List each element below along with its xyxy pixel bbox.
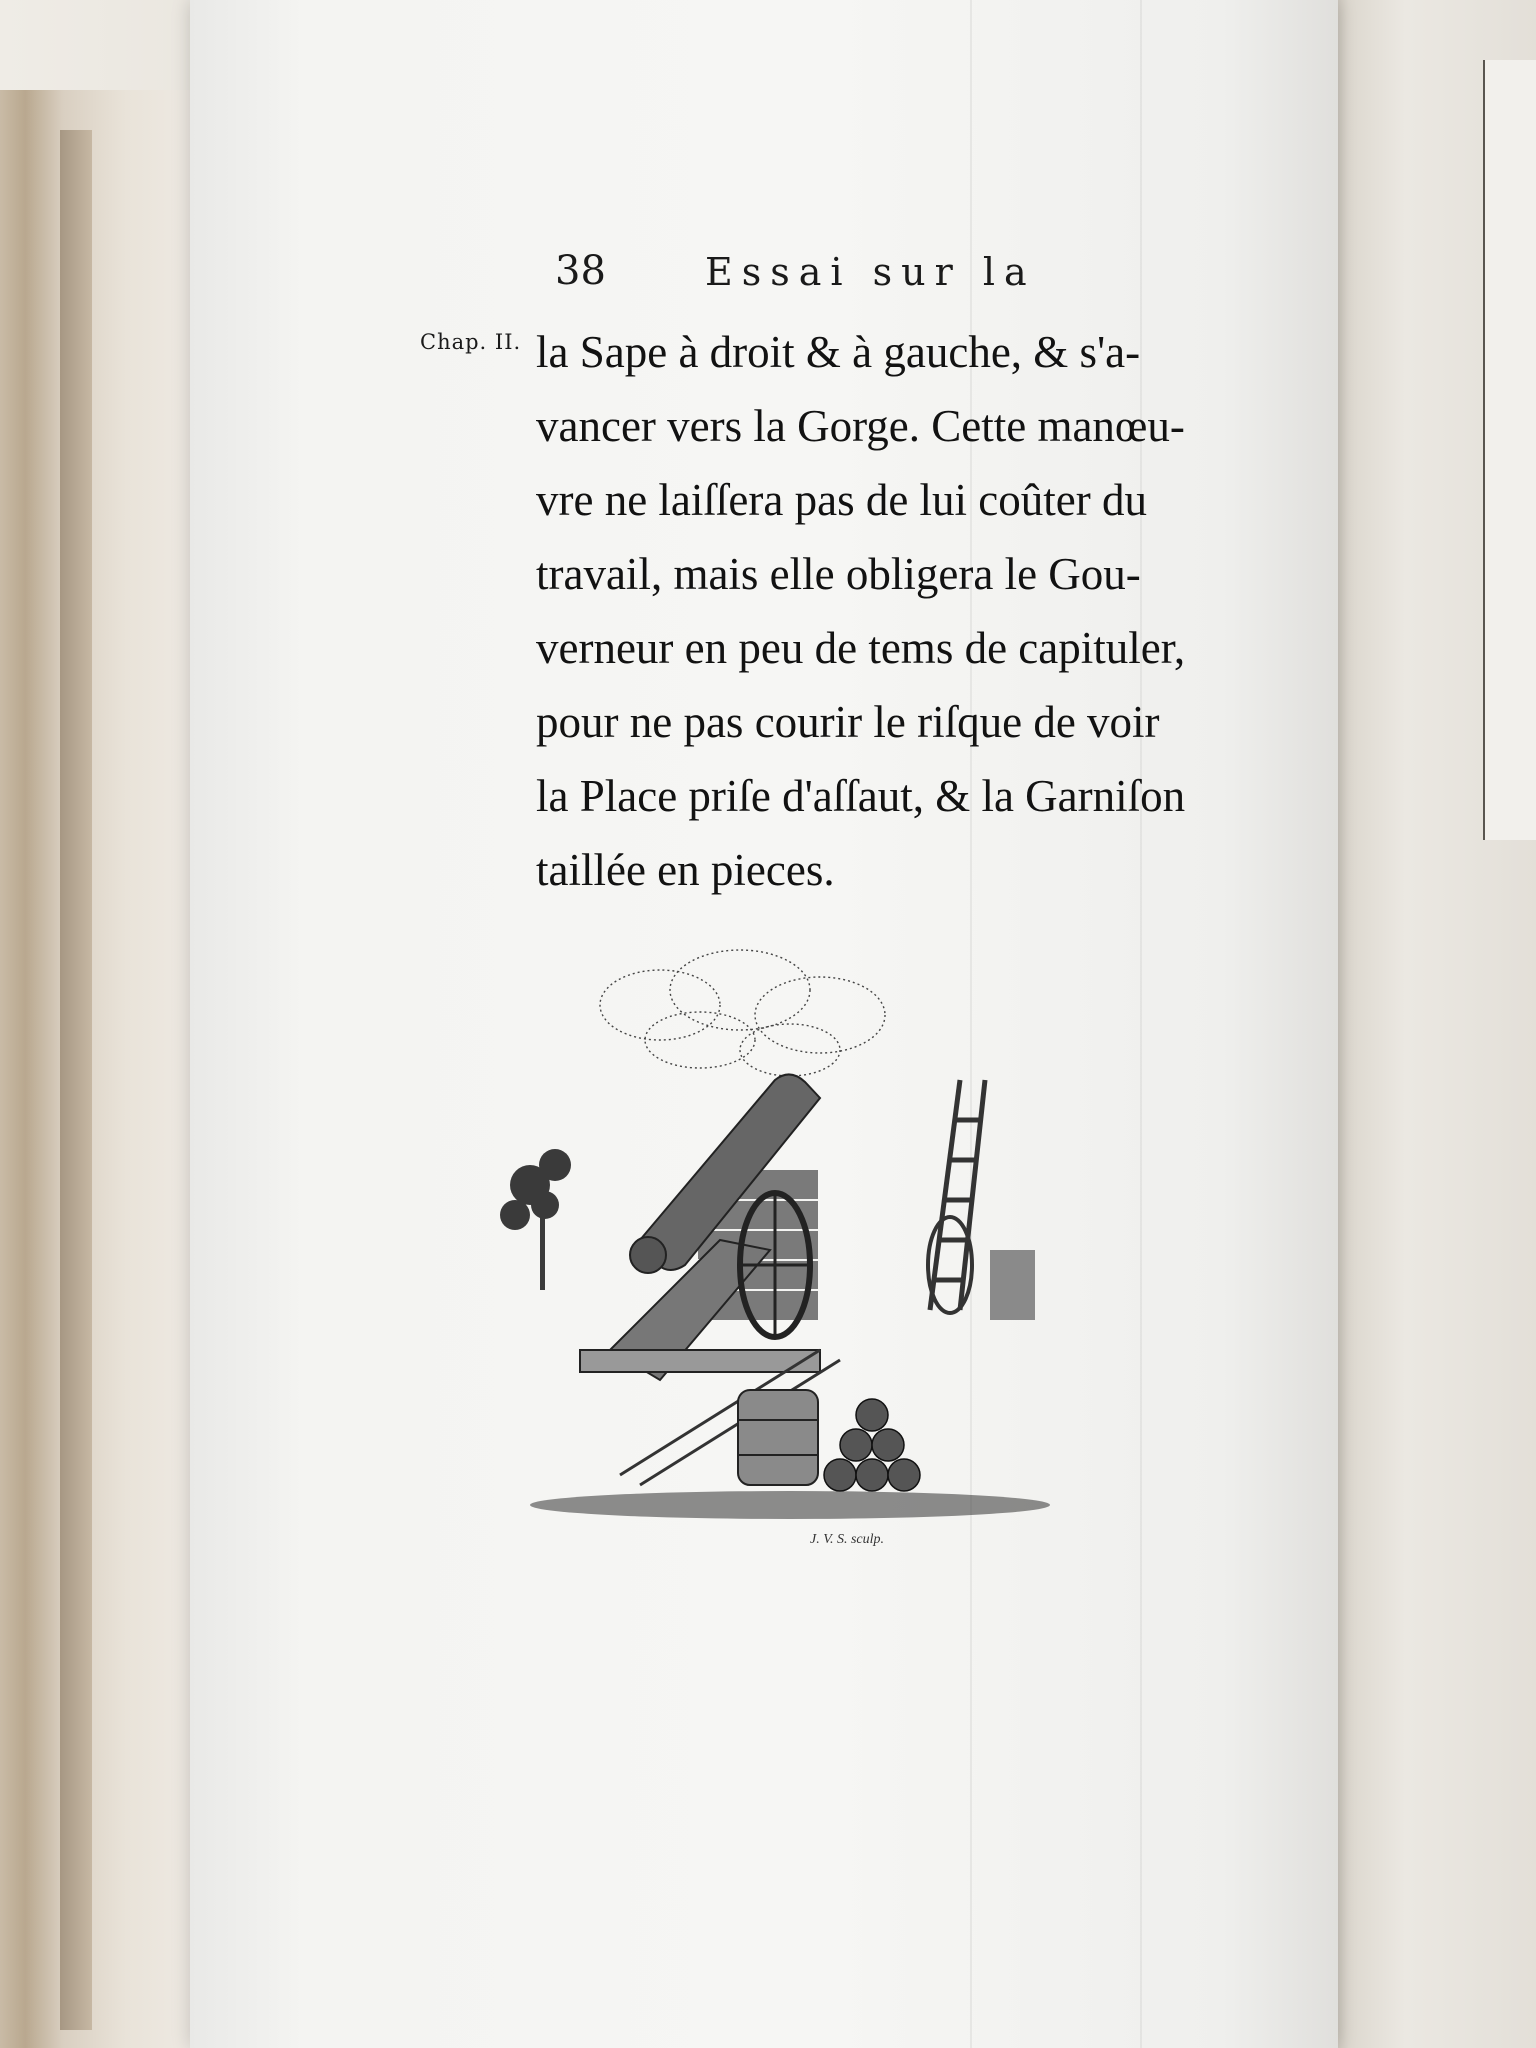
text-line: la Place priſe d'aſſaut, & la Garniſon xyxy=(536,771,1186,821)
ladder xyxy=(930,1080,985,1310)
chapter-marginal-note: Chap. II. xyxy=(420,330,522,354)
text-line: la Sape à droit & à gauche, & s'a- xyxy=(536,327,1141,377)
text-line: pour ne pas courir le riſque de voir xyxy=(536,697,1160,747)
text-line: verneur en peu de tems de capituler, xyxy=(536,623,1186,673)
ground-grass xyxy=(530,1491,1050,1519)
text-line: taillée en pieces. xyxy=(536,845,835,895)
running-title: Essai sur la xyxy=(705,250,1036,294)
left-page-edges xyxy=(0,90,210,2048)
smoke-cloud xyxy=(600,950,885,1076)
facing-page xyxy=(1318,0,1536,2048)
tower xyxy=(990,1250,1035,1320)
folded-plate xyxy=(1483,60,1536,840)
page-edge-shadow xyxy=(60,130,92,2030)
engraver-signature: J. V. S. sculp. xyxy=(810,1532,885,1547)
body-text xyxy=(536,315,1296,907)
text-line: vre ne laiſſera pas de lui coûter du xyxy=(536,475,1147,525)
text-line: vancer vers la Gorge. Cette manœu- xyxy=(536,401,1185,451)
tree-left xyxy=(500,1149,571,1290)
running-header xyxy=(555,248,1195,308)
cannon-vignette-illustration xyxy=(490,920,1090,1530)
cannonball-stack xyxy=(824,1399,920,1491)
powder-barrel xyxy=(738,1390,818,1485)
page-number: 38 xyxy=(555,248,606,294)
cannon-wheel xyxy=(740,1193,810,1337)
text-line: travail, mais elle obligera le Gou- xyxy=(536,549,1141,599)
